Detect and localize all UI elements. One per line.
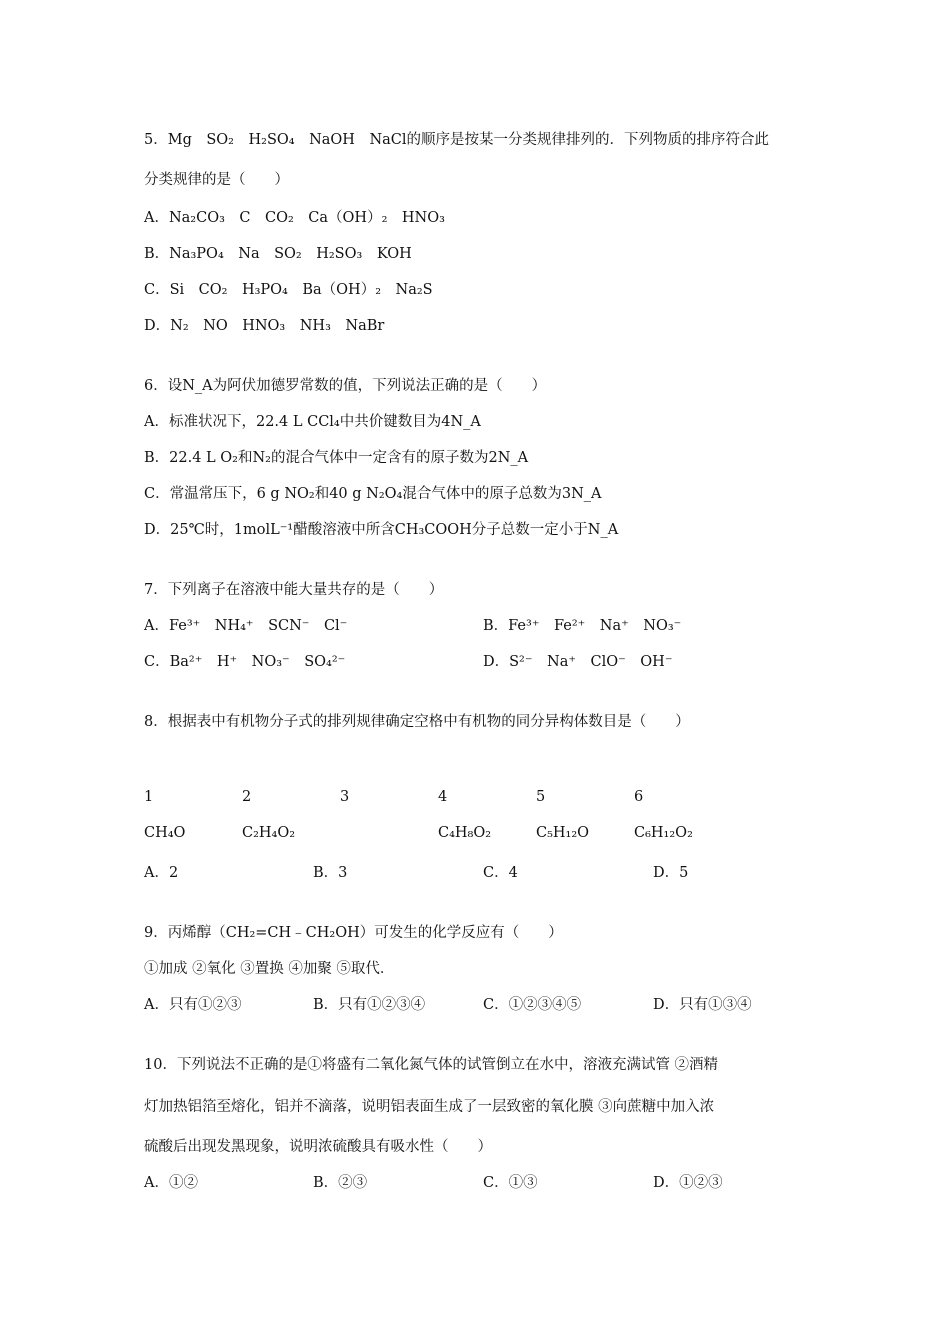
q9-reaction-list: ①加成 ②氧化 ③置换 ④加聚 ⑤取代．	[144, 961, 395, 977]
q10-stem-line3: 硫酸后出现发黑现象，说明浓硫酸具有吸水性（ ）	[144, 1139, 492, 1155]
q9-option-a: A．只有①②③	[144, 997, 242, 1013]
q8-table-number: 1	[144, 789, 154, 805]
q8-option-d: D．5	[653, 865, 689, 881]
q8-option-a: A．2	[144, 865, 179, 881]
q9-option-b: B．只有①②③④	[313, 997, 426, 1013]
q8-table-number: 5	[536, 789, 546, 805]
q8-option-b: B．3	[313, 865, 348, 881]
q5-stem-line2: 分类规律的是（ ）	[144, 172, 289, 188]
q5-option-a: A．Na₂CO₃ C CO₂ Ca（OH）₂ HNO₃	[144, 210, 445, 226]
q8-table-number: 4	[438, 789, 448, 805]
q8-table-formula: CH₄O	[144, 825, 186, 841]
q5-option-d: D．N₂ NO HNO₃ NH₃ NaBr	[144, 318, 385, 334]
q10-option-b: B．②③	[313, 1175, 368, 1191]
q6-option-a: A．标准状况下，22.4 L CCl₄中共价键数目为4N_A	[144, 414, 481, 430]
q7-option-a: A．Fe³⁺ NH₄⁺ SCN⁻ Cl⁻	[144, 618, 348, 634]
q8-table-number: 3	[340, 789, 350, 805]
q5-option-c: C．Si CO₂ H₃PO₄ Ba（OH）₂ Na₂S	[144, 282, 433, 298]
q10-option-a: A．①②	[144, 1175, 198, 1191]
q7-option-b: B．Fe³⁺ Fe²⁺ Na⁺ NO₃⁻	[483, 618, 682, 634]
q6-option-b: B．22.4 L O₂和N₂的混合气体中一定含有的原子数为2N_A	[144, 450, 529, 466]
q10-option-d: D．①②③	[653, 1175, 723, 1191]
q5-option-b: B．Na₃PO₄ Na SO₂ H₂SO₃ KOH	[144, 246, 412, 262]
q10-stem-line1: 10．下列说法不正确的是①将盛有二氧化氮气体的试管倒立在水中，溶液充满试管 ②酒精	[144, 1057, 719, 1073]
q6-stem: 6．设N_A为阿伏加德罗常数的值，下列说法正确的是（ ）	[144, 378, 547, 394]
q8-option-c: C．4	[483, 865, 518, 881]
q5-stem-line1: 5．Mg SO₂ H₂SO₄ NaOH NaCl的顺序是按某一分类规律排列的．下列物质的排序符合此	[144, 132, 770, 148]
q8-table-number: 2	[242, 789, 252, 805]
q9-option-c: C．①②③④⑤	[483, 997, 582, 1013]
q6-option-d: D．25℃时，1molL⁻¹醋酸溶液中所含CH₃COOH分子总数一定小于N_A	[144, 522, 619, 538]
q9-stem: 9．丙烯醇（CH₂=CH﹣CH₂OH）可发生的化学反应有（ ）	[144, 925, 563, 941]
q8-table-formula: C₅H₁₂O	[536, 825, 590, 841]
q7-stem: 7．下列离子在溶液中能大量共存的是（ ）	[144, 582, 444, 598]
q8-table-number: 6	[634, 789, 644, 805]
q8-stem: 8．根据表中有机物分子式的排列规律确定空格中有机物的同分异构体数目是（ ）	[144, 714, 690, 730]
q8-table-formula: C₄H₈O₂	[438, 825, 492, 841]
q9-option-d: D．只有①③④	[653, 997, 752, 1013]
q6-option-c: C．常温常压下，6 g NO₂和40 g N₂O₄混合气体中的原子总数为3N_A	[144, 486, 602, 502]
q10-stem-line2: 灯加热铝箔至熔化，铝并不滴落，说明铝表面生成了一层致密的氧化膜 ③向蔗糖中加入浓	[144, 1099, 715, 1115]
q8-table-formula: C₆H₁₂O₂	[634, 825, 693, 841]
q7-option-c: C．Ba²⁺ H⁺ NO₃⁻ SO₄²⁻	[144, 654, 346, 670]
q10-option-c: C．①③	[483, 1175, 538, 1191]
q7-option-d: D．S²⁻ Na⁺ ClO⁻ OH⁻	[483, 654, 673, 670]
q8-table-formula: C₂H₄O₂	[242, 825, 296, 841]
